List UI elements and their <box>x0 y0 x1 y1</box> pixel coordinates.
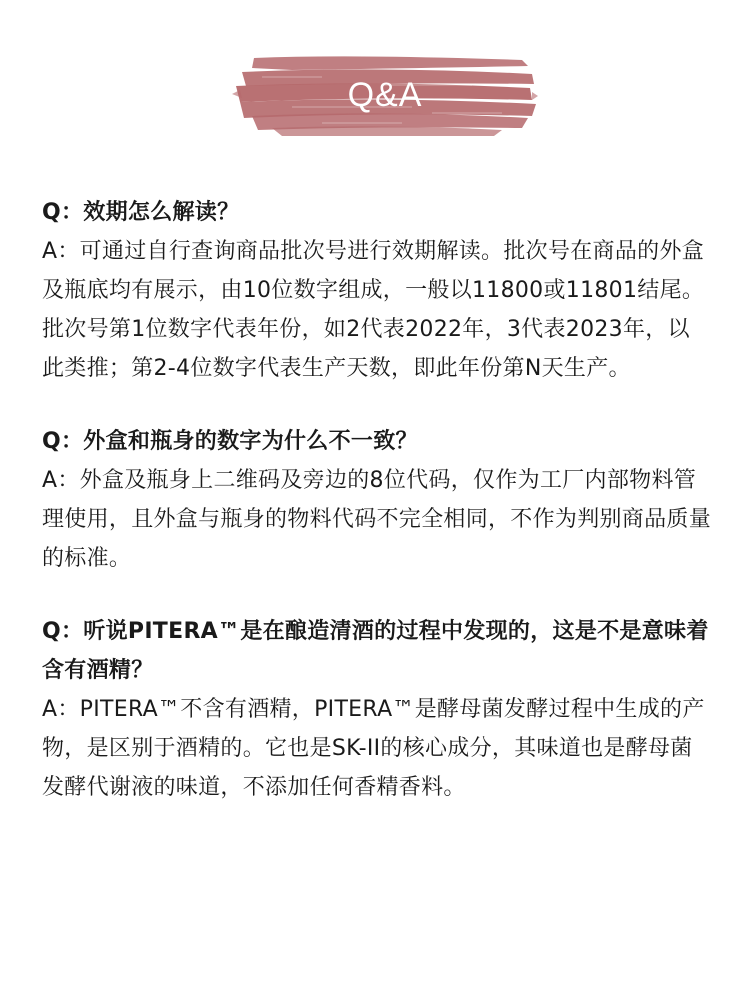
answer-2-paragraph-1: A：外盒及瓶身上二维码及旁边的8位代码，仅作为工厂内部物料管理使用，且外盒与瓶身的物料代码不完全相同，不作为判别商品质量的标准。 <box>42 468 712 571</box>
qa-content <box>42 193 712 841</box>
qa-item-2 <box>42 422 712 578</box>
question-1: Q：效期怎么解读？ <box>42 200 240 225</box>
answer-3-paragraph-1: A：PITERA™不含有酒精，PITERA™是酵母菌发酵过程中生成的产物，是区别于酒精的。它也是SK-II的核心成分，其味道也是酵母菌发酵代谢液的味道，不添加任何香精香料。 <box>42 697 705 800</box>
answer-1-paragraph-2: 批次号第1位数字代表年份，如2代表2022年，3代表2023年，以此类推；第2-4位数字代表生产天数，即此年份第N天生产。 <box>42 317 690 381</box>
banner-title: Q&A <box>347 76 423 114</box>
qa-item-3 <box>42 612 712 807</box>
question-3: Q：听说PITERA™是在酿造清酒的过程中发现的，这是不是意味着含有酒精？ <box>42 619 709 683</box>
qa-item-1 <box>42 193 712 388</box>
question-2: Q：外盒和瓶身的数字为什么不一致？ <box>42 429 418 454</box>
qa-banner <box>232 54 538 138</box>
answer-1-paragraph-1: A：可通过自行查询商品批次号进行效期解读。批次号在商品的外盒及瓶底均有展示，由10位数字组成，一般以11800或11801结尾。 <box>42 239 705 303</box>
